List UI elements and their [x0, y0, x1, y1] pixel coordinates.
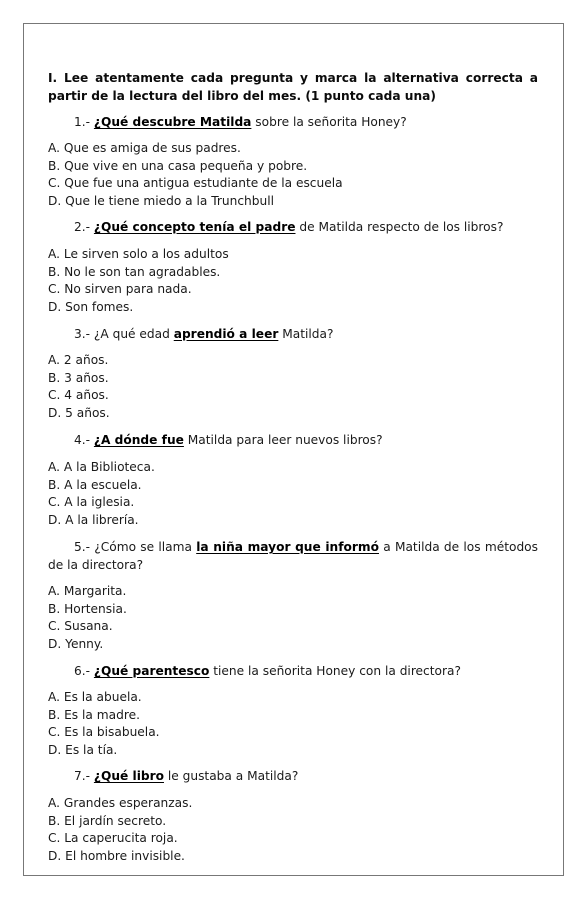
- question-1-options: [48, 140, 343, 210]
- option-a[interactable]: A. A la Biblioteca.: [48, 460, 155, 474]
- option-c[interactable]: C. A la iglesia.: [48, 495, 135, 510]
- question-2: 2.- ¿Qué concepto tenía el padre de Matilda respecto de los libros?: [74, 220, 504, 234]
- option-c[interactable]: C. Es la bisabuela.: [48, 725, 160, 740]
- question-3-highlight: aprendió a leer: [173, 327, 279, 341]
- option-b[interactable]: B. El jardín secreto.: [48, 813, 167, 828]
- option-d[interactable]: D. Yenny.: [48, 636, 104, 651]
- option-a[interactable]: A. Le sirven solo a los adultos: [48, 247, 229, 261]
- option-b[interactable]: B. Es la madre.: [48, 707, 140, 722]
- question-4-options: [48, 459, 155, 529]
- option-d[interactable]: D. El hombre invisible.: [48, 848, 185, 863]
- option-d[interactable]: D. 5 años.: [48, 405, 110, 420]
- question-7: 7.- ¿Qué libro le gustaba a Matilda?: [74, 769, 299, 783]
- option-c[interactable]: C. 4 años.: [48, 388, 109, 403]
- option-c[interactable]: C. Susana.: [48, 619, 113, 634]
- question-5: 5.- ¿Cómo se llama la niña mayor que informó a Matilda de los métodos de la directora?: [48, 540, 538, 572]
- option-b[interactable]: B. 3 años.: [48, 370, 109, 385]
- question-2-highlight: ¿Qué concepto tenía el padre: [93, 220, 296, 234]
- option-d[interactable]: D. A la librería.: [48, 512, 139, 527]
- question-1-highlight: ¿Qué descubre Matilda: [93, 115, 252, 129]
- question-6: 6.- ¿Qué parentesco tiene la señorita Honey con la directora?: [74, 664, 461, 678]
- question-4: 4.- ¿A dónde fue Matilda para leer nuevos libros?: [74, 433, 383, 447]
- question-4-highlight: ¿A dónde fue: [93, 433, 184, 447]
- option-c[interactable]: C. La caperucita roja.: [48, 831, 178, 846]
- question-3-options: [48, 352, 110, 422]
- question-2-options: [48, 246, 229, 316]
- question-1: 1.- ¿Qué descubre Matilda sobre la señorita Honey?: [74, 115, 407, 129]
- question-6-highlight: ¿Qué parentesco: [93, 664, 210, 678]
- option-a[interactable]: A. Margarita.: [48, 584, 127, 598]
- question-3: 3.- ¿A qué edad aprendió a leer Matilda?: [74, 327, 334, 341]
- option-c[interactable]: C. No sirven para nada.: [48, 282, 192, 297]
- option-a[interactable]: A. Grandes esperanzas.: [48, 796, 193, 810]
- question-5-options: [48, 583, 127, 653]
- option-a[interactable]: A. Es la abuela.: [48, 690, 142, 704]
- option-c[interactable]: C. Que fue una antigua estudiante de la escuela: [48, 176, 343, 191]
- option-b[interactable]: B. Hortensia.: [48, 601, 127, 616]
- option-b[interactable]: B. A la escuela.: [48, 477, 142, 492]
- option-b[interactable]: B. Que vive en una casa pequeña y pobre.: [48, 158, 308, 173]
- question-5-highlight: la niña mayor que informó: [196, 540, 379, 554]
- question-7-highlight: ¿Qué libro: [93, 769, 164, 783]
- option-a[interactable]: A. Que es amiga de sus padres.: [48, 141, 241, 155]
- option-d[interactable]: D. Que le tiene miedo a la Trunchbull: [48, 193, 275, 208]
- option-b[interactable]: B. No le son tan agradables.: [48, 264, 221, 279]
- instruction-text: I. Lee atentamente cada pregunta y marca la alternativa correcta a partir de la lectura del libro del mes. (1 punto cada una): [48, 71, 538, 103]
- option-d[interactable]: D. Son fomes.: [48, 299, 134, 314]
- question-7-options: [48, 795, 192, 865]
- option-d[interactable]: D. Es la tía.: [48, 742, 118, 757]
- option-a[interactable]: A. 2 años.: [48, 353, 109, 367]
- question-6-options: [48, 689, 160, 759]
